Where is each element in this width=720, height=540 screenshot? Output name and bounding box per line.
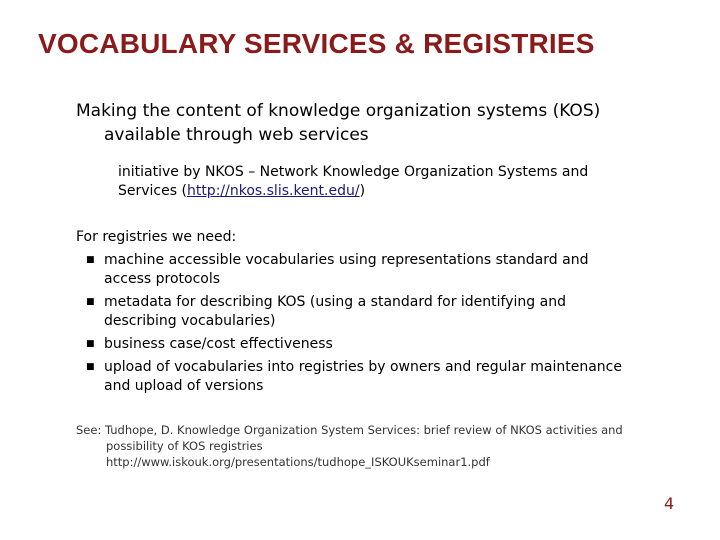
slide-title: VOCABULARY SERVICES & REGISTRIES: [38, 28, 595, 59]
initiative-line-2: [118, 182, 365, 201]
registries-heading: For registries we need:: [76, 229, 237, 245]
bullet-icon: ■: [86, 362, 95, 372]
reference-url: http://www.iskouk.org/presentations/tudhope_ISKOUKseminar1.pdf: [106, 455, 490, 469]
page-number: 4: [664, 494, 675, 513]
intro-line-1: Making the content of knowledge organization systems (KOS): [76, 101, 601, 121]
list-item: upload of vocabularies into registries by owners and regular maintenance: [104, 359, 622, 375]
list-item: business case/cost effectiveness: [104, 336, 333, 352]
list-item: machine accessible vocabularies using representations standard and: [104, 252, 589, 268]
list-item: metadata for describing KOS (using a standard for identifying and: [104, 294, 566, 310]
list-item-cont: describing vocabularies): [104, 313, 276, 329]
bullet-icon: ■: [86, 297, 95, 307]
list-item-cont: access protocols: [104, 271, 221, 287]
intro-line-2: available through web services: [104, 125, 369, 145]
reference-line-2: possibility of KOS registries: [106, 439, 263, 453]
bullet-icon: ■: [86, 255, 95, 265]
initiative-prefix: Services (: [118, 183, 187, 199]
reference-line-1: See: Tudhope, D. Knowledge Organization System Services: brief review of NKOS activities and: [76, 423, 623, 437]
initiative-suffix: ): [359, 183, 366, 199]
bullet-icon: ■: [86, 339, 95, 349]
nkos-link[interactable]: http://nkos.slis.kent.edu/: [186, 183, 360, 199]
initiative-line-1: initiative by NKOS – Network Knowledge Organization Systems and: [118, 164, 589, 180]
list-item-cont: and upload of versions: [104, 378, 264, 394]
